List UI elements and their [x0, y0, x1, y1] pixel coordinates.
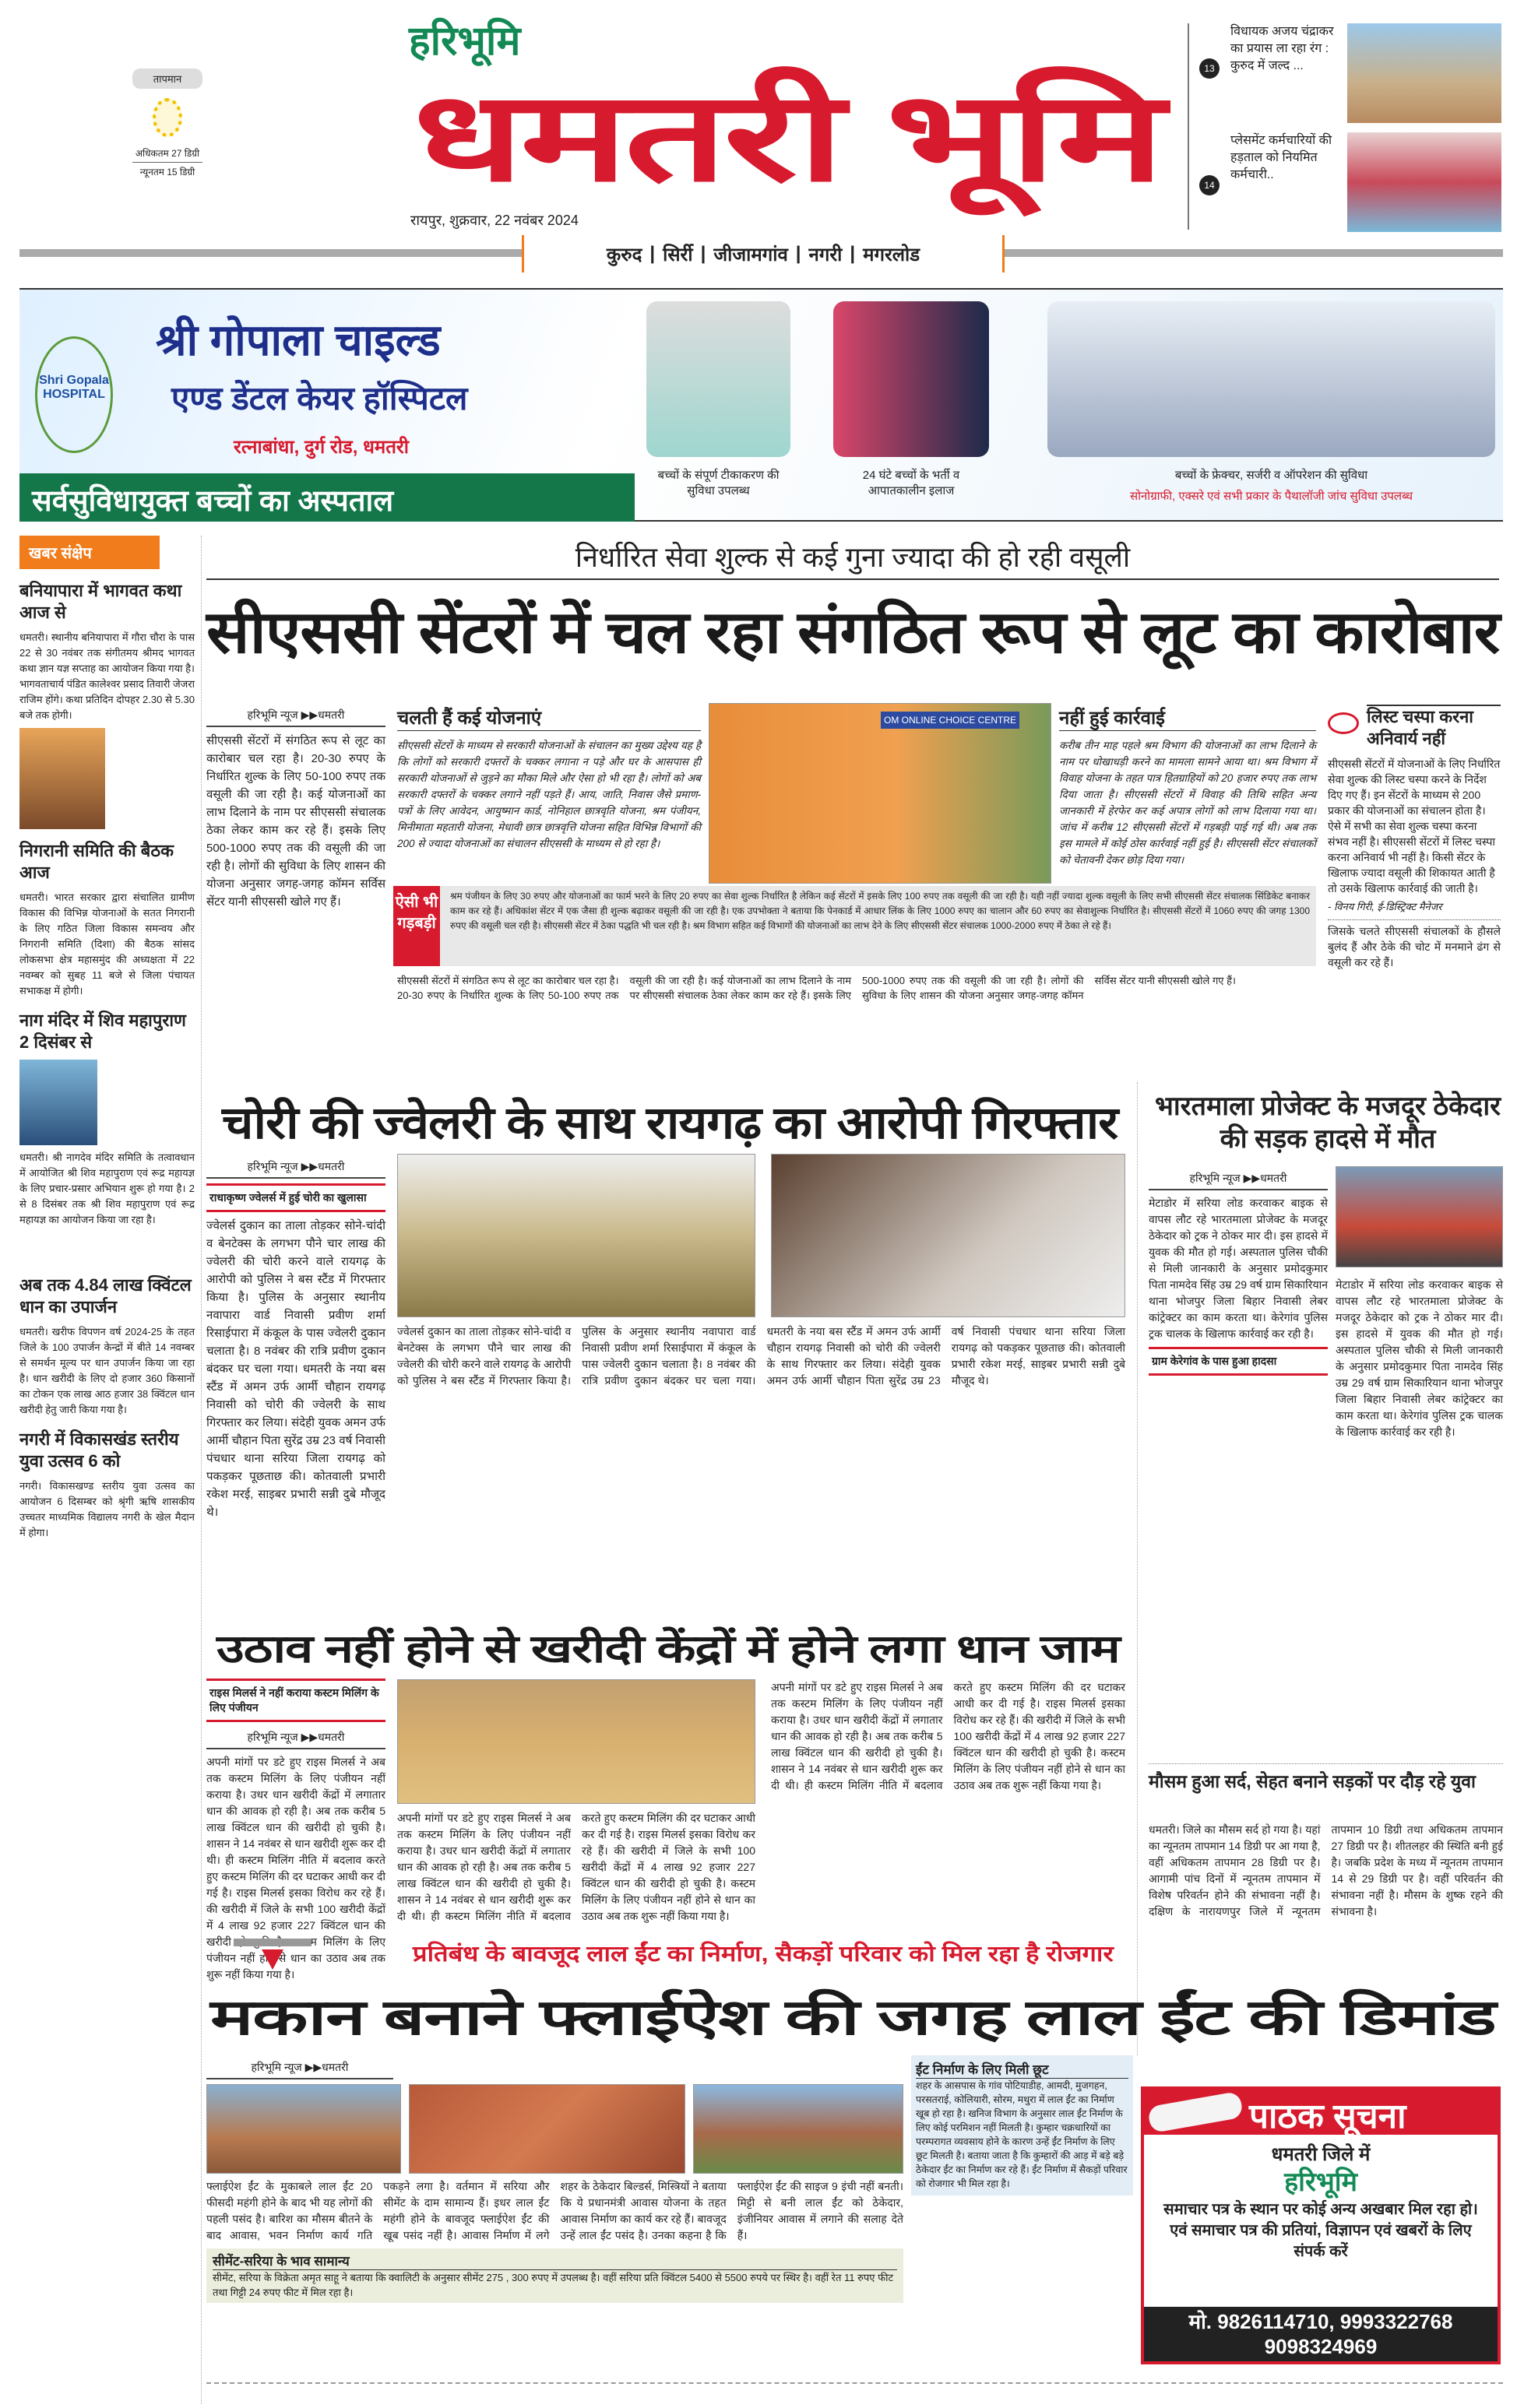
lead-body: सीएससी सेंटरों में संगठित रूप से लूट का कारोबार चल रहा है। 20-30 रुपए के निर्धारित शुल्क के लिए 50-100 रुपए तक वसूली की जा रही है। कई योजनाओं का लाभ दिलाने के नाम पर सीएससी संचालक ठेका लेकर काम कर रहे हैं। इसके लिए 500-1000 रुपए तक की वसूली की जा रही है। लोगों की सुविधा के लिए शासन की योजना अनुसार जगह-जगह कॉमन सर्विस सेंटर यानी सीएससी खोले गए हैं। [206, 734, 385, 909]
notice-title: पाठक सूचना [1249, 2097, 1406, 2136]
edition-kurud[interactable]: कुरुद [606, 244, 642, 265]
edition-list: कुरुद | सिर्री | जीजामगांव | नगरी | मगरलोड [522, 235, 1005, 272]
weather-label: तापमान [132, 69, 202, 89]
page-badge: 14 [1199, 175, 1220, 195]
weather-story-headline: मौसम हुआ सर्द, सेहत बनाने सड़कों पर दौड़ रहे युवा [1149, 1771, 1477, 1791]
paddy-col-1: राइस मिलर्स ने नहीं कराया कस्टम मिलिंग के लिए पंजीयन हरिभूमि न्यूज ▶▶धमतरी अपनी मांगों पर डटे हुए राइस मिलर्स ने अब तक कस्टम मिलिंग के लिए पंजीयन नहीं कराया है। उधर धान खरीदी केंद्रों में लगातार धान की आवक हो रही है। अब तक करीब 5 लाख क्विंटल धान की खरीदी हो चुकी है। शासन ने 14 नवंबर से धान खरीदी शुरू कर दी थी। ही कस्टम मिलिंग नीति में बदलाव करते हुए कस्टम मिलिंग की दर घटाकर आधी कर दी गई है। राइस मिलर्स इसका विरोध कर रहे हैं। की खरीदी में जिले के सभी 100 खरीदी केंद्रों में 4 लाख 92 हजार 227 क्विंटल धान की खरीदी हो चुकी है। कस्टम मिलिंग के लिए पंजीयन नहीं होने से धान का उठाव अब तक शुरू नहीं किया गया है। [206, 1674, 385, 1918]
hospital-name-2: एण्ड डेंटल केयर हॉस्पिटल [171, 380, 468, 417]
section-title: चलती हैं कई योजनाएं [397, 705, 701, 731]
weather-story-body: धमतरी। जिले का मौसम सर्द हो गया है। यहां का न्यूनतम तापमान 14 डिग्री पर आ गया है, वहीं अधिकतम तापमान 28 डिग्री पर है। आगामी पांच दिनों में न्यूनतम तापमान में विशेष परिवर्तन होने की संभावना नहीं है। दक्षिण के नारायणपुर जिले में न्यूनतम तापमान 10 डिग्री तथा अधिकतम तापमान 27 डिग्री पर है। शीतलहर की स्थिति बनी हुई है। जबकि प्रदेश के मध्य में न्यूनतम तापमान 14 से 29 डिग्री पर है। वहीं परिवर्तन की संभावना नहीं है। मौसम के शुष्क रहने की संभावना है। [1149, 1823, 1503, 1918]
hospital-logo: Shri Gopala HOSPITAL [35, 336, 113, 453]
teaser-text: विधायक अजय चंद्राकर का प्रयास ला रहा रंग : कुरुद में जल्द ... [1230, 25, 1334, 72]
min-temp: न्यूनतम 15 डिग्री [139, 167, 195, 178]
edition-nagri[interactable]: नगरी [808, 244, 843, 265]
hospital-name: श्री गोपाला चाइल्ड [156, 315, 441, 364]
ad-caption-3: बच्चों के फ्रेक्चर, सर्जरी व ऑपरेशन की सुविधा [1174, 469, 1368, 482]
column-divider [1137, 1082, 1138, 2055]
pull-quote: राधाकृष्ण ज्वेलर्स में हुई चोरी का खुलासा [206, 1183, 385, 1212]
jewelry-col-1: हरिभूमि न्यूज ▶▶धमतरी राधाकृष्ण ज्वेलर्स में हुई चोरी का खुलासा ज्वेलर्स दुकान का ताला तोड़कर सोने-चांदी व बेनटेक्स के लगभग पौने चार लाख की ज्वेलरी की चोरी करने वाले रायगढ़ के आरोपी को पुलिस ने बस स्टैंड में गिरफ्तार किया है। पुलिस के अनुसार स्थानीय नवापारा वार्ड निवासी प्रवीण शर्मा रिसाईपारा में कंकूल के पास ज्वेलरी दुकान चलाता है। 8 नवंबर की रात्रि प्रवीण दुकान बंदकर घर चला गया। धमतरी के नया बस स्टैंड में अमन उर्फ आर्मी चौहान रायगढ़ निवासी को चोरी की ज्वेलरी के साथ गिरफ्तार कर लिया। संदेही युवक अमन उर्फ आर्मी चौहान पिता सुरेंद्र उम्र 23 वर्ष निवासी पंचधार थाना सरिया जिला रायगढ़ को पकड़कर पूछताछ की। कोतवाली प्रभारी रकेश मरई, साइबर प्रभारी सन्नी दुबे मौजूद थे। [206, 1156, 385, 1575]
quote-author: - विनय गिरी, ई-डिस्ट्रिक्ट मैनेजर [1328, 901, 1442, 912]
jewelry-headline: चोरी की ज्वेलरी के साथ रायगढ़ का आरोपी गिरफ्तार [222, 1098, 1118, 1148]
brick-photo-row [206, 2084, 903, 2174]
lead-kicker: निर्धारित सेवा शुल्क से कई गुना ज्यादा की हो रही वसूली [206, 537, 1499, 580]
lead-col-1 [206, 705, 385, 911]
quote-title: लिस्ट चस्पा करना अनिवार्य नहीं [1367, 705, 1501, 750]
bharatmala-story: हरिभूमि न्यूज ▶▶धमतरी मेटाडोर में सरिया लोड करवाकर बाइक से वापस लौट रहे भारतमाला प्रोजेक्ट के मजदूर ठेकेदार को ट्रक ने ठोकर मार दी। इस हादसे में युवक की मौत हो गई। अस्पताल पुलिस चौकी से मिली जानकारी के अनुसार प्रमोदकुमार पिता नामदेव सिंह उम्र 29 वर्ष ग्राम सिकारियान थाना भोजपुर जिला बिहार निवासी लेबर कांट्रेक्टर का काम करता था। केरेगांव पुलिस ट्रक चालक के खिलाफ कार्रवाई कर रही है। ग्राम केरेगांव के पास हुआ हादसा [1149, 1168, 1328, 1380]
section-title: नहीं हुई कार्रवाई [1059, 705, 1316, 731]
lead-body-cont: सीएससी सेंटरों में संगठित रूप से लूट का कारोबार चल रहा है। 20-30 रुपए के निर्धारित शुल्क के लिए 50-100 रुपए तक वसूली की जा रही है। कई योजनाओं का लाभ दिलाने के नाम पर सीएससी संचालक ठेका लेकर काम कर रहे हैं। इसके लिए 500-1000 रुपए तक की वसूली की जा रही है। लोगों की सुविधा के लिए शासन की योजना अनुसार जगह-जगह कॉमन सर्विस सेंटर यानी सीएससी खोले गए हैं। [397, 975, 1236, 1001]
paddy-heap-photo [397, 1679, 755, 1804]
phone-numbers: मो. 9826114710, 9993322768 [1188, 2310, 1453, 2333]
accident-photo [1336, 1166, 1503, 1267]
ad-caption-red: सोनोग्राफी, एक्सरे एवं सभी प्रकार के पैथालॉजी जांच सुविधा उपलब्ध [1129, 490, 1413, 503]
hospital-tagline: सर्वसुविधायुक्त बच्चों का अस्पताल [19, 473, 635, 522]
dateline: रायपुर, शुक्रवार, 22 नवंबर 2024 [410, 213, 579, 228]
lead-headline: सीएससी सेंटरों में चल रहा संगठित रूप से लूट का कारोबार [206, 599, 1500, 666]
news-brief-label: खबर संक्षेप [19, 536, 160, 569]
hospital-address: रत्नाबांधा, दुर्ग रोड, धमतरी [234, 437, 409, 458]
edition-jijamgaon[interactable]: जीजामगांव [713, 244, 788, 265]
brand-logo: हरिभूमि [409, 19, 521, 64]
hospital-ad[interactable] [19, 288, 1503, 522]
teaser-photo [1347, 132, 1501, 232]
bharatmala-body-cont: मेटाडोर में सरिया लोड करवाकर बाइक से वापस लौट रहे भारतमाला प्रोजेक्ट के मजदूर ठेकेदार को ट्रक ने ठोकर मार दी। इस हादसे में युवक की मौत हो गई। अस्पताल पुलिस चौकी से मिली जानकारी के अनुसार प्रमोदकुमार पिता नामदेव सिंह उम्र 29 वर्ष ग्राम सिकारियान थाना भोजपुर जिला बिहार निवासी लेबर कांट्रेक्टर का काम करता था। केरेगांव पुलिस ट्रक चालक के खिलाफ कार्रवाई कर रही है। [1336, 1278, 1503, 1438]
teaser-2[interactable] [1199, 132, 1503, 234]
page-badge: 13 [1199, 58, 1220, 79]
brief-item[interactable]: नाग मंदिर में शिव महापुराण 2 दिसंबर से धमतरी। श्री नागदेव मंदिर समिति के तत्वावधान में आयोजित श्री शिव महापुराण एवं रूद्र महायज्ञ के लिए प्रचार-प्रसार अभियान शुरू हो गया है। 2 से 8 दिसंबर तक श्री शिव महापुराण एवं रूद्र महायज्ञ का आयोजन किया जा रहा है। [19, 1011, 195, 1225]
brick-body: फ्लाईऐश ईंट के मुकाबले लाल ईंट 20 फीसदी महंगी होने के बाद भी यह लोगों की पहली पसंद है। बारिश का मौसम बीतने के बाद आवास, भवन निर्माण कार्य गति पकड़ने लगा है। वर्तमान में सरिया और सीमेंट के दाम सामान्य हैं। इधर लाल ईंट महंगी होने के बावजूद फ्लाईऐश ईंट की खूब पसंद नहीं है। आवास निर्माण में लगे शहर के ठेकेदार बिल्डर्स, मिस्त्रियों ने बताया कि ये प्रधानमंत्री आवास योजना के तहत आवास निर्माण का कार्य कर रहे हैं। बावजूद उन्हें लाल ईंट पसंद है। उनका कहना है कि फ्लाईऐश ईंट की साइज 9 इंची नहीं बनती। मिट्टी से बनी लाल ईंट को ठेकेदार, इंजीनियर आवास में लगाने की सलाह देते हैं। [206, 2180, 903, 2241]
brief-item[interactable]: बनियापारा में भागवत कथा आज से धमतरी। स्थानीय बनियापारा में गौरा चौरा के पास 22 से 30 नवंबर तक संगीतमय श्रीमद भागवत कथा ज्ञान यज्ञ सप्ताह का आयोजन किया गया है। भागवताचार्य पंडित कालेश्वर प्रसाद तिवारी जेजरा राजिम होंगे। कथा प्रतिदिन दोपहर 2.30 से 5.30 बजे तक होगी। [19, 580, 195, 829]
brick-field-photo [693, 2084, 903, 2174]
jewelry-body: ज्वेलर्स दुकान का ताला तोड़कर सोने-चांदी व बेनटेक्स के लगभग पौने चार लाख की ज्वेलरी की चोरी करने वाले रायगढ़ के आरोपी को पुलिस ने बस स्टैंड में गिरफ्तार किया है। पुलिस के अनुसार स्थानीय नवापारा वार्ड निवासी प्रवीण शर्मा रिसाईपारा में कंकूल के पास ज्वेलरी दुकान चलाता है। 8 नवंबर की रात्रि प्रवीण दुकान बंदकर घर चला गया। धमतरी के नया बस स्टैंड में अमन उर्फ आर्मी चौहान रायगढ़ निवासी को चोरी की ज्वेलरी के साथ गिरफ्तार कर लिया। संदेही युवक अमन उर्फ आर्मी चौहान पिता सुरेंद्र उम्र 23 वर्ष निवासी पंचधार थाना सरिया जिला रायगढ़ को पकड़कर पूछताछ की। कोतवाली प्रभारी रकेश मरई, साइबर प्रभारी सन्नी दुबे मौजूद थे। [397, 1325, 1125, 1387]
seized-jewelry-photo [771, 1154, 1125, 1317]
csc-centre-photo [709, 703, 1051, 884]
ad-photo-3 [1047, 301, 1495, 457]
paddy-body: अपनी मांगों पर डटे हुए राइस मिलर्स ने अब तक कस्टम मिलिंग के लिए पंजीयन नहीं कराया है। उधर धान खरीदी केंद्रों में लगातार धान की आवक हो रही है। अब तक करीब 5 लाख क्विंटल धान की खरीदी हो चुकी है। शासन ने 14 नवंबर से धान खरीदी शुरू कर दी थी। ही कस्टम मिलिंग नीति में बदलाव करते हुए कस्टम मिलिंग की दर घटाकर आधी कर दी गई है। राइस मिलर्स इसका विरोध कर रहे हैं। की खरीदी में जिले के सभी 100 खरीदी केंद्रों में 4 लाख 92 हजार 227 क्विंटल धान की खरीदी हो चुकी है। कस्टम मिलिंग के लिए पंजीयन नहीं होने से धान का उठाव अब तक शुरू नहीं किया गया है। [397, 1812, 755, 1922]
brick-headline: मकान बनाने फ्लाईऐश की जगह लाल ईंट की डिमांड [210, 1989, 1496, 2045]
irregularity-box: ऐसी भी गड़बड़ी श्रम पंजीयन के लिए 30 रुपए और योजनाओं का फार्म भरने के लिए 20 रुपए का सेवा शुल्क निर्धारित है लेकिन कई सेंटरों में इसके लिए 100 रुपए तक वसूली की जा रही है। यही नहीं ज्यादा शुल्क वसूली के लिए सभी सीएससी सेंटर संचालक सिंडिकेट बनाकर काम कर रहे हैं। अधिकांश सेंटर में एक जैसा ही शुल्क बढ़ाकर वसूली की जा रही है। एक उपभोक्ता ने बताया कि पेनकार्ड में आधार लिंक के लिए 1000 रुपए का चालान और 60 रुपए का सेवाशुल्क निर्धारित है। सीएससी सेंटरों में 1060 रुपए की जगह 1300 रुपए की वसूली चल रही है। सीएससी सेंटर में ठेका पद्धति भी चल रही है। श्रम विभाग सहित कई विभागों की योजनाओं का लाभ देने के लिए सीएससी सेंटर संचालक 1000-2000 रुपए में ठेका ले रहे हैं। [397, 886, 1316, 966]
speech-bubble-icon [1328, 712, 1359, 734]
edition-sirri[interactable]: सिर्री [663, 244, 693, 265]
brick-exemption-box: ईंट निर्माण के लिए मिली छूट शहर के आसपास के गांव पोटियाडीह, आमदी, मुजगहन, परसतराई, कोलियारी, सोरम, मथुरा में लाल ईंट का निर्माण खूब हो रहा है। खनिज विभाग के अनुसार लाल ईंट निर्माण के लिए कोई परमिशन नहीं मिलती है। कुम्हार चक्रधारियों का परम्परागत व्यवसाय होने के कारण उन्हें ईंट निर्माण के लिए छूट मिलती है। बताया जाता है कि कुम्हारों की आड़ में बड़े बड़े ठेकेदार ईंट का निर्माण कर रहे हैं। ईंट निर्माण में सैकड़ों परिवार को रोजगार भी मिल रहा है। [911, 2055, 1133, 2195]
bharatmala-headline: भारतमाला प्रोजेक्ट के मजदूर ठेकेदार की सड़क हादसे में मौत [1154, 1092, 1501, 1154]
price-box-title: सीमेंट-सरिया के भाव सामान्य [213, 2252, 897, 2270]
ad-photo-1 [646, 301, 790, 457]
box-title: ईंट निर्माण के लिए मिली छूट [916, 2060, 1128, 2079]
weather-box [132, 69, 202, 178]
byline: हरिभूमि न्यूज ▶▶धमतरी [206, 705, 385, 727]
notice-line1: धमतरी जिले में [1271, 2144, 1371, 2165]
price-box: सीमेंट-सरिया के भाव सामान्य सीमेंट, सरिया के विक्रेता अमृत साहू ने बताया कि क्वालिटी के अनुसार सीमेंट 275 , 300 रुपए में उपलब्ध है। वहीं सरिया प्रति क्विंटल 5400 से 5500 रुपये पर स्थिर है। वहीं रेत 11 रुपए फीट तथा गिट्टी 24 रुपए फीट में मिल रहा है। [206, 2248, 903, 2303]
brief-item[interactable]: अब तक 4.84 लाख क्विंटल धान का उपार्जन धमतरी। खरीफ विपणन वर्ष 2024-25 के तहत जिले के 100 उपार्जन केन्द्रों में बीते 14 नवम्बर से समर्थन मूल्य पर धान उपार्जन किया जा रहा है। धान खरीदी के लिए दो हजार 360 किसानों का टोकन एक लाख आठ हजार 38 क्विंटल धान खरीदी हेतु जारी किया गया है। [19, 1275, 195, 1415]
masthead-title: धमतरी भूमि [413, 67, 1161, 206]
kiln-photo [206, 2084, 401, 2174]
shop-sign: OM ONLINE CHOICE CENTRE [881, 712, 1019, 729]
brick-story: हरिभूमि न्यूज ▶▶धमतरी फ्लाईऐश ईंट के मुकाबले लाल ईंट 20 फीसदी महंगी होने के बाद भी यह लोगों की पहली पसंद है। बारिश का मौसम बीतने के बाद आवास, भवन निर्माण कार्य गति पकड़ने लगा है। वर्तमान में सरिया और सीमेंट के दाम सामान्य हैं। इधर लाल ईंट महंगी होने के बावजूद फ्लाईऐश ईंट की खूब पसंद नहीं है। आवास निर्माण में लगे शहर के ठेकेदार बिल्डर्स, मिस्त्रियों ने बताया कि ये प्रधानमंत्री आवास योजना के तहत आवास निर्माण का कार्य कर रहे हैं। बावजूद उन्हें लाल ईंट पसंद है। उनका कहना है कि फ्लाईऐश ईंट की साइज 9 इंची नहीं बनती। मिट्टी से बनी लाल ईंट को ठेकेदार, इंजीनियर आवास में लगाने की सलाह देते हैं। सीमेंट-सरिया के भाव सामान्य सीमेंट, सरिया के विक्रेता अमृत साहू ने बताया कि क्वालिटी के अनुसार सीमेंट 275 , 300 रुपए में उपलब्ध है। वहीं सरिया प्रति क्विंटल 5400 से 5500 रुपये पर स्थिर है। वहीं रेत 11 रुपए फीट तथा गिट्टी 24 रुपए फीट में मिल रहा है। [206, 2057, 903, 2303]
teaser-text: प्लेसमेंट कर्मचारियों की हड़ताल को नियमित कर्मचारी.. [1230, 134, 1332, 181]
notice-contact [1144, 2307, 1498, 2361]
max-temp: अधिकतम 27 डिग्री [132, 146, 202, 163]
brief-item[interactable]: नगरी में विकासखंड स्तरीय युवा उत्सव 6 को नगरी। विकासखण्ड स्तरीय युवा उत्सव का आयोजन 6 दिसम्बर को श्रृंगी ऋषि शासकीय उच्चतर माध्यमिक विद्यालय नगरी के खेल मैदान में होगा। [19, 1429, 195, 1538]
ad-caption-2: 24 घंटे बच्चों के भर्ती व आपातकालीन इलाज [862, 469, 960, 497]
reader-notice [1141, 2086, 1501, 2364]
notice-brand: हरिभूमि [1284, 2167, 1357, 2197]
lead-section-no-action: नहीं हुई कार्रवाई करीब तीन माह पहले श्रम विभाग की योजनाओं का लाभ दिलाने के नाम पर धोखाधड़ी करने का मामला सामने आया था। श्रम विभाग में विवाह योजना के तहत पात्र हितग्राहियों को 20 हजार रुपए तक लाभ दिया जाता है। सीएससी सेंटरों में विवाह की तिथि सहित अन्य जानकारी में हेरफेर कर कई अपात्र लोगों को लाभ दिलाया गया था। जांच में करीब 12 सीएससी सेंटरों में गड़बड़ी पाई गई थी। अब तक इस मामले में कोई ठोस कार्रवाई नहीं हुई है। सीएससी सेंटर संचालकों को चेतावनी देकर छोड़ दिया गया। [1059, 705, 1316, 868]
teaser-divider [1188, 23, 1189, 230]
brief-photo [19, 1060, 97, 1145]
pull-quote: राइस मिलर्स ने नहीं कराया कस्टम मिलिंग के लिए पंजीयन [206, 1679, 385, 1722]
phone-number-3: 9098324969 [1264, 2335, 1378, 2358]
brick-stack-photo [409, 2084, 685, 2174]
divider [1149, 1763, 1503, 1764]
arrow-icon [234, 1939, 311, 1976]
brief-item[interactable]: निगरानी समिति की बैठक आज धमतरी। भारत सरकार द्वारा संचालित ग्रामीण विकास की विभिन्न योजनाओं के सतत निगरानी के लिए गठित जिला विकास समन्वय और निगरानी समिति (दिशा) की बैठक सांसद लोकसभा क्षेत्र महासमुंद की अध्यक्षता में 22 नवम्बर को सुबह 11 बजे से जिला पंचायत सभाकक्ष में होगी। [19, 841, 195, 997]
quote-box: लिस्ट चस्पा करना अनिवार्य नहीं सीएससी सेंटरों में योजनाओं के लिए निर्धारित सेवा शुल्क की लिस्ट चस्पा करने के निर्देश दिए गए हैं। इन सेंटरों के माध्यम से 200 प्रकार की योजनाओं का संचालन होता है। ऐसे में सभी का सेवा शुल्क चस्पा करना संभव नहीं है। सीएससी सेंटरों में लिस्ट चस्पा करना अनिवार्य भी नहीं है। किसी सेंटर के खिलाफ ज्यादा वसूली की शिकायत आती है तो उसके खिलाफ कार्रवाई की जाती है। - विनय गिरी, ई-डिस्ट्रिक्ट मैनेजर जिसके चलते सीएससी संचालकों के हौसले बुलंद हैं और ठेके की चोट में मनमाने ढंग से वसूली कर रहे हैं। [1328, 705, 1501, 970]
notice-header [1144, 2090, 1498, 2135]
edition-magarlod[interactable]: मगरलोड [863, 244, 920, 265]
news-brief-column [19, 536, 195, 1541]
newspaper-roll-icon [1147, 2091, 1244, 2133]
teaser-1[interactable] [1199, 23, 1503, 125]
sun-icon [153, 98, 182, 137]
ad-photo-2 [833, 301, 989, 457]
notice-body: समाचार पत्र के स्थान पर कोई अन्य अखबार मिल रहा हो। एवं समाचार पत्र की प्रतियां, विज्ञापन एवं खबरों के लिए संपर्क करें [1163, 2201, 1478, 2260]
police-press-photo [397, 1154, 755, 1317]
paddy-body-right: अपनी मांगों पर डटे हुए राइस मिलर्स ने अब तक कस्टम मिलिंग के लिए पंजीयन नहीं कराया है। उधर धान खरीदी केंद्रों में लगातार धान की आवक हो रही है। अब तक करीब 5 लाख क्विंटल धान की खरीदी हो चुकी है। शासन ने 14 नवंबर से धान खरीदी शुरू कर दी थी। ही कस्टम मिलिंग नीति में बदलाव करते हुए कस्टम मिलिंग की दर घटाकर आधी कर दी गई है। राइस मिलर्स इसका विरोध कर रहे हैं। की खरीदी में जिले के सभी 100 खरीदी केंद्रों में 4 लाख 92 हजार 227 क्विंटल धान की खरीदी हो चुकी है। कस्टम मिलिंग के लिए पंजीयन नहीं होने से धान का उठाव अब तक शुरू नहीं किया गया है। [771, 1681, 1125, 1791]
brief-photo [19, 728, 105, 829]
brick-kicker: प्रतिबंध के बावजूद लाल ईंट का निर्माण, सैकड़ों परिवार को मिल रहा है रोजगार [413, 1942, 1114, 1966]
divider [206, 2382, 1503, 2384]
lead-section-schemes: चलती हैं कई योजनाएं सीएससी सेंटरों के माध्यम से सरकारी योजनाओं के संचालन का मुख्य उद्देश्य यह है कि लोगों को सरकारी दफ्तरों के चक्कर लगाना न पड़े और घर के आसपास ही सरकारी योजनाओं से जुड़ने का मौका मिले और ऐसा हो भी रहा है। लोगों को अब सरकारी दफ्तरों के चक्कर लगाने नहीं पड़ते हैं। आय, जाति, निवास जैसे प्रमाण- पत्रों के लिए आवेदन, आयुष्मान कार्ड, नोनिहाल छात्रवृति योजना, श्रम पंजीयन, मिनीमाता महतारी योजना, मेधावी छात्र छात्रवृत्ति योजना सहित विभिन्न विभागों की 200 से ज्यादा योजनाओं का संचालन सीएससी के माध्यम से हो रहा है। [397, 705, 701, 852]
teaser-photo [1347, 23, 1501, 123]
paddy-headline: उठाव नहीं होने से खरीदी केंद्रों में होने लगा धान जाम [216, 1627, 1120, 1671]
column-divider [201, 536, 202, 2404]
pull-quote: ग्राम केरेगांव के पास हुआ हादसा [1149, 1347, 1328, 1376]
ad-caption-1: बच्चों के संपूर्ण टीकाकरण की सुविधा उपलब्ध [657, 469, 780, 497]
box-tag: ऐसी भी गड़बड़ी [393, 886, 440, 966]
